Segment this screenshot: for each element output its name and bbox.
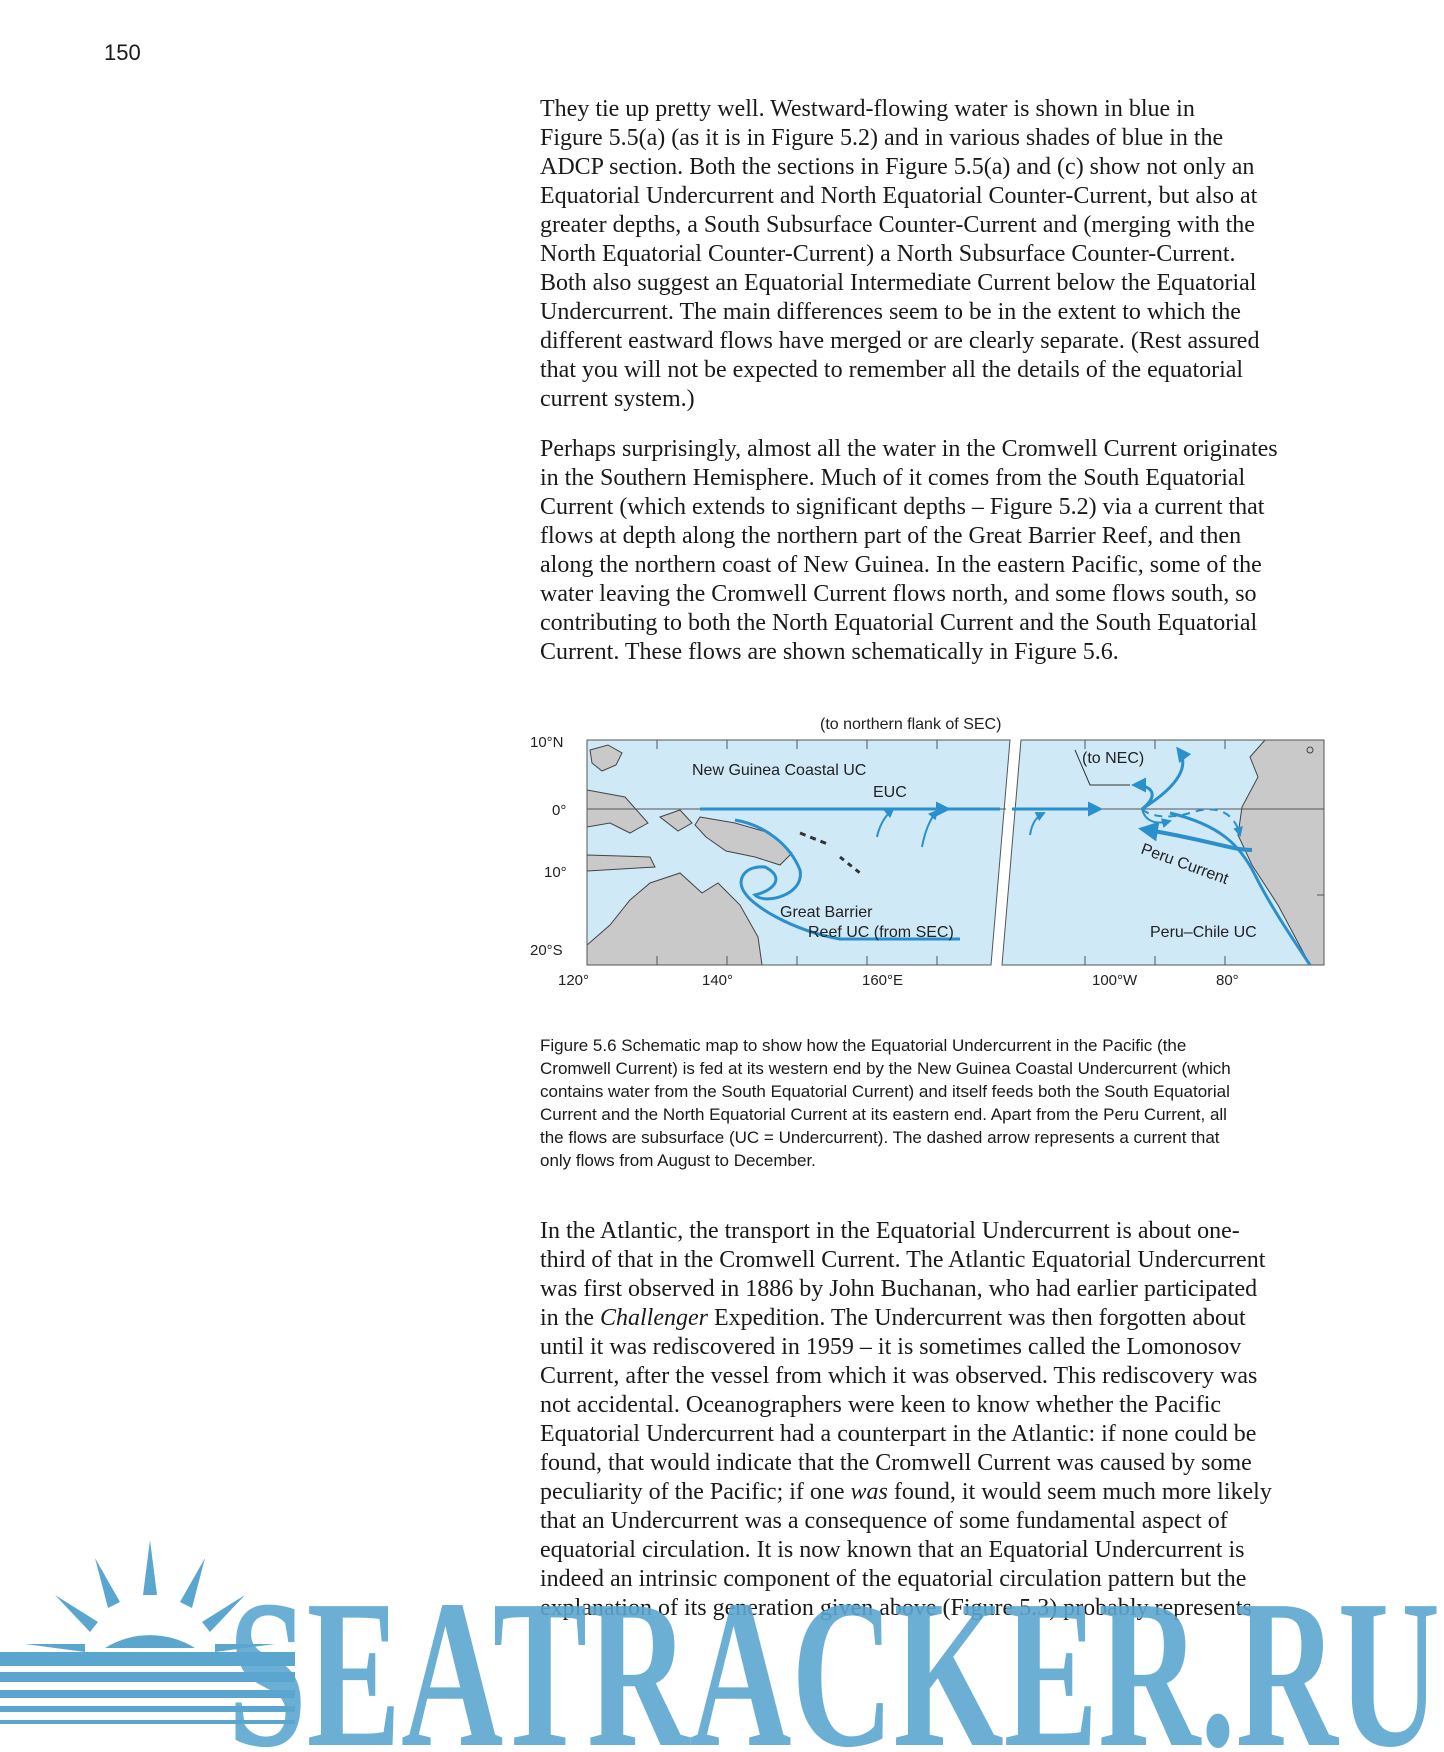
page-number: 150 xyxy=(104,40,141,65)
label-peru-current: Peru Current xyxy=(1138,840,1231,889)
paragraph2-line: contributing to both the North Equatorial Current and the South Equatorial xyxy=(540,610,1258,636)
paragraph1-line: Equatorial Undercurrent and North Equatorial Counter-Current, but also at xyxy=(540,183,1258,209)
lon-label-100w: 100°W xyxy=(1092,972,1138,989)
paragraph2-line: Current (which extends to significant depths – Figure 5.2) via a current that xyxy=(540,494,1265,520)
paragraph3-line: explanation of its generation given above (Figure 5.3) probably represents xyxy=(540,1595,1252,1621)
lon-label-80: 80° xyxy=(1216,972,1239,989)
paragraph-2 xyxy=(540,435,1330,667)
paragraph1-line: greater depths, a South Subsurface Counter-Current and (merging with the xyxy=(540,212,1255,238)
paragraph3-line: in the Challenger Expedition. The Undercurrent was then forgotten about xyxy=(540,1305,1246,1331)
figure-5-6-map xyxy=(530,705,1330,1010)
paragraph1-line: They tie up pretty well. Westward-flowing water is shown in blue in xyxy=(540,96,1195,122)
paragraph3-line: peculiarity of the Pacific; if one was found, it would seem much more likely xyxy=(540,1479,1272,1505)
lat-label-20s: 20°S xyxy=(530,942,563,959)
paragraph1-line: North Equatorial Counter-Current) a North Subsurface Counter-Current. xyxy=(540,241,1236,267)
paragraph2-line: Current. These flows are shown schematically in Figure 5.6. xyxy=(540,639,1119,665)
paragraph1-line: Figure 5.5(a) (as it is in Figure 5.2) and in various shades of blue in the xyxy=(540,125,1224,151)
paragraph2-line: water leaving the Cromwell Current flows north, and some flows south, so xyxy=(540,581,1257,607)
label-to-nec: (to NEC) xyxy=(1082,750,1145,767)
caption-line: contains water from the South Equatorial Current) and itself feeds both the South Equatorial xyxy=(540,1082,1230,1101)
paragraph3-line: indeed an intrinsic component of the equatorial circulation pattern but the xyxy=(540,1566,1247,1592)
label-gbr-1: Great Barrier xyxy=(780,904,873,921)
label-peru-chile-uc: Peru–Chile UC xyxy=(1150,924,1257,941)
paragraph3-line: until it was rediscovered in 1959 – it is sometimes called the Lomonosov xyxy=(540,1334,1242,1360)
paragraph3-line: Equatorial Undercurrent had a counterpart in the Atlantic: if none could be xyxy=(540,1421,1257,1447)
paragraph3-line: not accidental. Oceanographers were keen to know whether the Pacific xyxy=(540,1392,1222,1418)
watermark xyxy=(0,1540,1444,1752)
paragraph2-line: along the northern coast of New Guinea. In the eastern Pacific, some of the xyxy=(540,552,1262,578)
paragraph1-line: Both also suggest an Equatorial Intermediate Current below the Equatorial xyxy=(540,270,1257,296)
paragraph1-line: ADCP section. Both the sections in Figure 5.5(a) and (c) show not only an xyxy=(540,154,1255,180)
paragraph3-line: found, that would indicate that the Cromwell Current was caused by some xyxy=(540,1450,1252,1476)
paragraph1-line: different eastward flows have merged or are clearly separate. (Rest assured xyxy=(540,328,1260,354)
paragraph-1 xyxy=(540,95,1330,414)
paragraph1-line: Undercurrent. The main differences seem to be in the extent to which the xyxy=(540,299,1241,325)
label-gbr-2: Reef UC (from SEC) xyxy=(808,924,954,941)
paragraph2-line: in the Southern Hemisphere. Much of it comes from the South Equatorial xyxy=(540,465,1246,491)
pacific-current-map xyxy=(530,705,1330,1005)
label-ngcuc: New Guinea Coastal UC xyxy=(692,762,867,779)
label-euc: EUC xyxy=(873,784,907,801)
caption-line: the flows are subsurface (UC = Undercurrent). The dashed arrow represents a current that xyxy=(540,1128,1220,1147)
paragraph3-line: In the Atlantic, the transport in the Equatorial Undercurrent is about one- xyxy=(540,1218,1240,1244)
paragraph2-line: Perhaps surprisingly, almost all the water in the Cromwell Current originates xyxy=(540,436,1278,462)
lon-label-140: 140° xyxy=(702,972,734,989)
paragraph3-line: was first observed in 1886 by John Buchanan, who had earlier participated xyxy=(540,1276,1258,1302)
caption-line: only flows from August to December. xyxy=(540,1151,816,1170)
lon-label-120: 120° xyxy=(558,972,590,989)
paragraph1-line: current system.) xyxy=(540,386,695,412)
paragraph2-line: flows at depth along the northern part of the Great Barrier Reef, and then xyxy=(540,523,1242,549)
caption-line: Cromwell Current) is fed at its western end by the New Guinea Coastal Undercurrent (which xyxy=(540,1059,1231,1078)
lat-label-10n: 10°N xyxy=(530,734,564,751)
paragraph3-line: that an Undercurrent was a consequence of some fundamental aspect of xyxy=(540,1508,1228,1534)
label-to-northern-flank: (to northern flank of SEC) xyxy=(820,716,1002,733)
caption-line: Figure 5.6 Schematic map to show how the Equatorial Undercurrent in the Pacific (the xyxy=(540,1036,1187,1055)
lat-label-10s: 10° xyxy=(544,864,567,881)
paragraph3-line: Current, after the vessel from which it was observed. This rediscovery was xyxy=(540,1363,1258,1389)
paragraph3-line: third of that in the Cromwell Current. The Atlantic Equatorial Undercurrent xyxy=(540,1247,1266,1273)
paragraph3-line: equatorial circulation. It is now known that an Equatorial Undercurrent is xyxy=(540,1537,1245,1563)
figure-caption xyxy=(540,1034,1330,1172)
watermark-text: SEATRACKER.RU xyxy=(228,1556,1440,1752)
caption-line: Current and the North Equatorial Current at its eastern end. Apart from the Peru Current, all xyxy=(540,1105,1227,1124)
lon-label-160e: 160°E xyxy=(862,972,904,989)
lat-label-0: 0° xyxy=(552,802,567,819)
paragraph1-line: that you will not be expected to remember all the details of the equatorial xyxy=(540,357,1244,383)
